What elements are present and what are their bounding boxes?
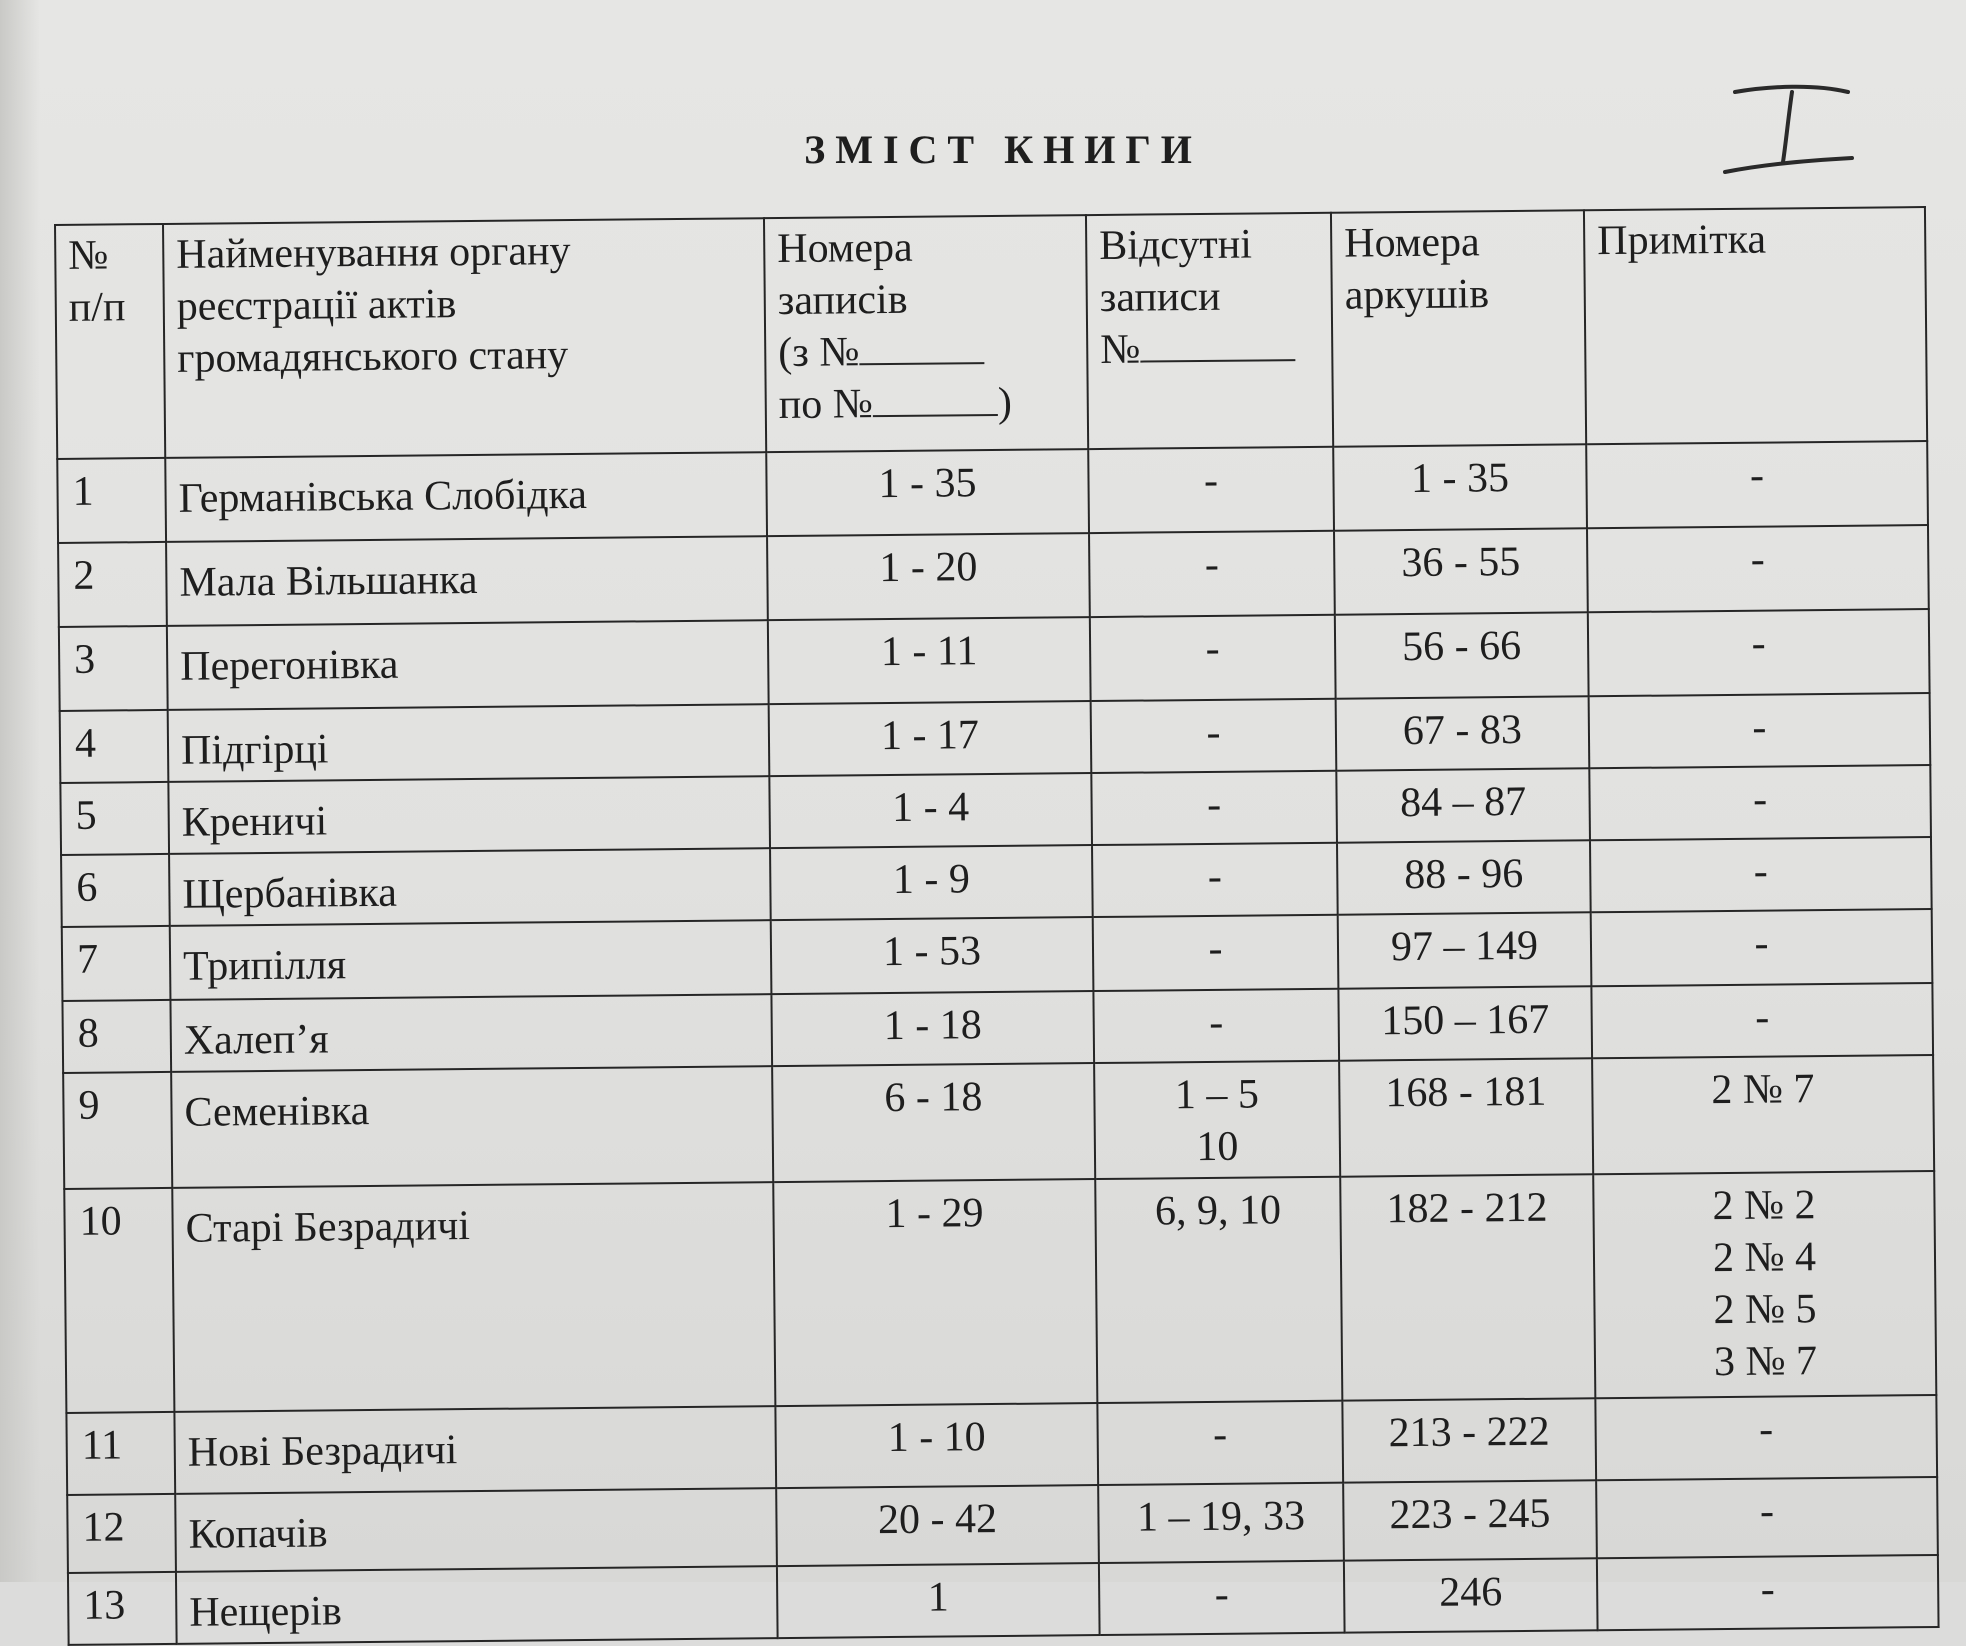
- missing-records: [1095, 1177, 1342, 1403]
- row-number: 8: [62, 1000, 171, 1073]
- header-num-line: №: [68, 232, 109, 279]
- missing-records-line: -: [1209, 999, 1224, 1046]
- missing-records-line: -: [1205, 625, 1220, 672]
- missing-records-line: -: [1206, 709, 1221, 756]
- registry-office-name: Креничі: [168, 776, 770, 854]
- header-missing-no-line: [1100, 322, 1319, 376]
- row-number: 13: [68, 1572, 177, 1645]
- registry-office-name: Трипілля: [170, 920, 772, 1000]
- record-numbers: 1 - 18: [771, 991, 1094, 1066]
- record-numbers: 1 - 17: [769, 701, 1092, 776]
- row-number: 4: [60, 710, 169, 783]
- registry-office-name: Копачів: [175, 1488, 777, 1572]
- note-line: -: [1759, 1488, 1775, 1535]
- missing-records-line: -: [1208, 925, 1223, 972]
- sheet-numbers: 223 - 245: [1343, 1480, 1597, 1560]
- record-numbers: 6 - 18: [772, 1063, 1095, 1182]
- row-number: 6: [61, 854, 170, 927]
- contents-table: [54, 206, 1940, 1646]
- missing-records-line: 1 – 19, 33: [1136, 1493, 1306, 1541]
- missing-records: [1093, 915, 1339, 991]
- header-sheets: [1331, 210, 1586, 446]
- missing-records-line: -: [1203, 457, 1219, 504]
- blank-underline: [859, 328, 984, 365]
- row-number: 7: [62, 926, 171, 1001]
- note: [1587, 525, 1929, 612]
- row-number: 1: [57, 458, 166, 543]
- header-missing-no: №: [1100, 326, 1141, 373]
- record-numbers: 1 - 35: [766, 449, 1089, 536]
- header-records-line: записів: [777, 276, 908, 325]
- note-line: -: [1760, 1566, 1775, 1613]
- record-numbers: 1 - 20: [767, 533, 1090, 620]
- header-records-to-line: по № ): [778, 379, 1013, 429]
- header-records-from-line: [778, 324, 1074, 379]
- page-title: ЗМІСТ КНИГИ: [804, 127, 1202, 172]
- sheet-numbers: 213 - 222: [1342, 1398, 1596, 1482]
- registry-office-name: Мала Вільшанка: [166, 536, 768, 626]
- note: [1595, 1395, 1937, 1480]
- missing-records: [1089, 531, 1335, 617]
- registry-office-name: Халеп’я: [170, 994, 772, 1072]
- missing-records: [1091, 771, 1337, 845]
- row-number: 3: [59, 626, 168, 711]
- sheet-numbers: 97 – 149: [1338, 912, 1592, 988]
- row-number: 2: [58, 542, 167, 627]
- sheet-numbers: 88 - 96: [1337, 840, 1591, 914]
- note-line: 2 № 4: [1712, 1234, 1817, 1282]
- record-numbers: 20 - 42: [776, 1485, 1099, 1566]
- note: [1589, 765, 1931, 840]
- blank-underline: [873, 380, 998, 417]
- header-note: [1584, 207, 1927, 444]
- missing-records: [1092, 843, 1338, 917]
- header-name-line: реєстрації актів: [176, 281, 457, 330]
- note-line: -: [1754, 994, 1770, 1041]
- missing-records: [1090, 615, 1336, 701]
- sheet-numbers: 84 – 87: [1336, 768, 1590, 842]
- registry-office-name: Щербанівка: [169, 848, 771, 926]
- note: [1586, 441, 1928, 528]
- row-number: 9: [63, 1072, 172, 1189]
- sheet-numbers: 246: [1344, 1558, 1598, 1632]
- handwritten-roman-numeral-mark: [1720, 80, 1860, 180]
- missing-records: [1091, 699, 1337, 773]
- note-line: -: [1758, 1406, 1774, 1453]
- note: [1597, 1555, 1939, 1630]
- missing-records: [1093, 989, 1339, 1063]
- header-num-line: п/п: [68, 284, 126, 331]
- header-note-line: Примітка: [1597, 216, 1767, 265]
- missing-records-line: -: [1204, 541, 1220, 588]
- record-numbers: 1 - 9: [770, 845, 1093, 920]
- note-line: -: [1749, 452, 1765, 499]
- header-name-line: Найменування органу: [176, 228, 571, 278]
- missing-records-line: 1 – 5: [1174, 1071, 1260, 1119]
- missing-records: [1099, 1561, 1345, 1635]
- note: [1593, 1171, 1936, 1398]
- sheet-numbers: 1 - 35: [1333, 444, 1587, 530]
- header-sheets-line: Номера: [1344, 219, 1480, 267]
- note: [1592, 1055, 1934, 1174]
- registry-office-name: Германівська Слобідка: [165, 452, 767, 542]
- note: [1589, 693, 1931, 768]
- sheet-numbers: 56 - 66: [1335, 612, 1589, 698]
- row-number: 5: [60, 782, 169, 855]
- sheet-numbers: 150 – 167: [1338, 986, 1592, 1060]
- row-number: 11: [66, 1412, 175, 1495]
- note-line: -: [1754, 920, 1769, 967]
- header-row: [55, 207, 1927, 459]
- missing-records: [1097, 1401, 1343, 1485]
- registry-office-name: Підгірці: [168, 704, 770, 782]
- header-sheets-line: аркушів: [1344, 271, 1490, 319]
- header-records-line: Номера: [777, 224, 913, 273]
- header-records-to: по №: [778, 381, 874, 429]
- registry-office-name: Нещерів: [176, 1566, 778, 1644]
- sheet-numbers: 182 - 212: [1340, 1174, 1595, 1400]
- record-numbers: 1 - 29: [773, 1179, 1097, 1406]
- header-num: [55, 224, 165, 459]
- note-line: 3 № 7: [1713, 1338, 1818, 1386]
- table-body: [57, 441, 1938, 1645]
- missing-records-line: 10: [1196, 1123, 1239, 1171]
- row-number: 12: [67, 1494, 176, 1573]
- registry-office-name: Перегонівка: [167, 620, 769, 710]
- missing-records-line: -: [1212, 1411, 1228, 1458]
- header-missing-line: записи: [1099, 273, 1221, 321]
- registry-office-name: Семенівка: [171, 1066, 773, 1188]
- sheet-numbers: 67 - 83: [1336, 696, 1590, 770]
- table-row: [63, 1055, 1934, 1189]
- missing-records-line: -: [1214, 1571, 1229, 1618]
- note-line: 2 № 2: [1712, 1182, 1816, 1230]
- note-line: -: [1752, 704, 1767, 751]
- registry-office-name: Нові Безрадичі: [174, 1406, 776, 1494]
- note-line: -: [1753, 848, 1769, 895]
- note-line: -: [1752, 776, 1768, 823]
- blank-underline: [1140, 325, 1295, 362]
- row-number: 10: [64, 1188, 174, 1413]
- header-name-line: громадянського стану: [177, 332, 569, 382]
- missing-records-line: -: [1207, 853, 1223, 900]
- note: [1591, 983, 1933, 1058]
- missing-records: [1088, 447, 1334, 533]
- record-numbers: 1 - 10: [775, 1403, 1098, 1488]
- note: [1588, 609, 1930, 696]
- sheet-numbers: 168 - 181: [1339, 1058, 1593, 1176]
- record-numbers: 1 - 11: [768, 617, 1091, 704]
- note-line: 2 № 7: [1711, 1066, 1815, 1114]
- record-numbers: 1 - 53: [771, 917, 1094, 994]
- missing-records: [1098, 1483, 1344, 1563]
- registry-office-name: Старі Безрадичі: [172, 1182, 775, 1412]
- note-line: -: [1750, 536, 1766, 583]
- record-numbers: 1: [777, 1563, 1100, 1638]
- note: [1591, 909, 1933, 986]
- note: [1596, 1477, 1938, 1558]
- header-records: [764, 215, 1088, 452]
- note-line: 2 № 5: [1713, 1286, 1817, 1334]
- note-line: -: [1751, 620, 1766, 667]
- missing-records-line: 6, 9, 10: [1154, 1187, 1282, 1235]
- header-missing-line: Відсутні: [1099, 221, 1253, 269]
- header-name: [163, 218, 766, 458]
- header-missing: [1086, 213, 1333, 449]
- sheet-numbers: 36 - 55: [1334, 528, 1588, 614]
- note: [1590, 837, 1932, 912]
- missing-records: [1094, 1061, 1340, 1179]
- header-records-from: (з №: [778, 329, 860, 377]
- missing-records-line: -: [1206, 781, 1222, 828]
- record-numbers: 1 - 4: [769, 773, 1092, 848]
- table-row: [64, 1171, 1936, 1413]
